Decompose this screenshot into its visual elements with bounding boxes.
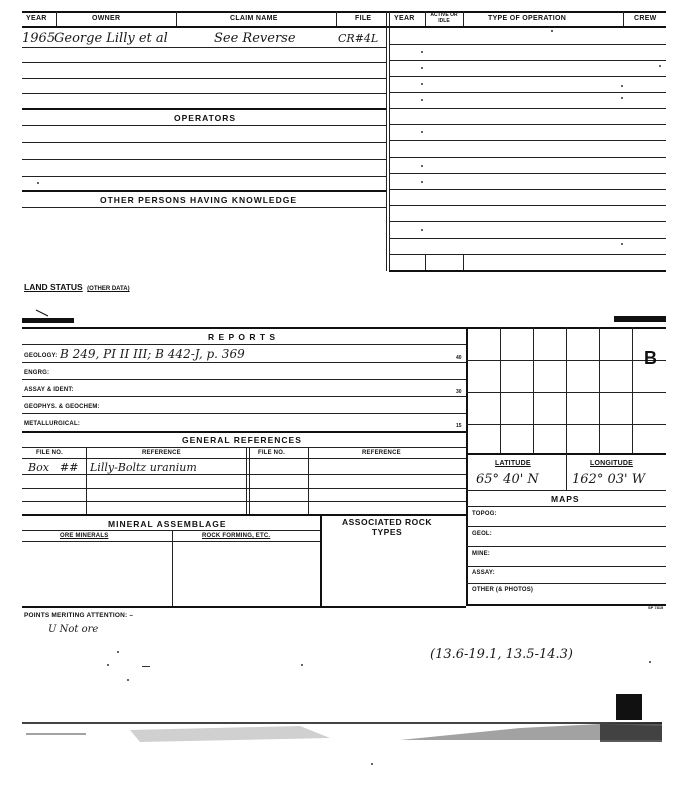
maps-topog: TOPOG: (472, 511, 497, 517)
associated-rock-types-title: ASSOCIATED ROCK TYPES (342, 517, 432, 537)
metallurgical-num: 15 (456, 423, 462, 429)
form-number: SP 7815 (648, 605, 664, 610)
notes-numbers: (13.6-19.1, 13.5-14.3) (430, 647, 573, 662)
notes-line-1: U Not ore (48, 624, 99, 635)
ref-file-no-header: FILE NO. (36, 450, 63, 456)
geology-num: 40 (456, 355, 462, 361)
grid-letter: B (644, 348, 657, 368)
metallurgical-label: METALLURGICAL: (24, 421, 81, 427)
engrg-label: ENGRG: (24, 370, 50, 376)
row1-file: CR#4L (338, 32, 379, 45)
land-status-subtitle: (OTHER DATA) (87, 286, 130, 292)
header-file: FILE (355, 15, 372, 22)
header-type-of-operation: TYPE OF OPERATION (488, 15, 567, 22)
mineral-assemblage-title: MINERAL ASSEMBLAGE (108, 519, 227, 529)
header-year-2: YEAR (394, 15, 415, 22)
ref-row1-file: Box (28, 461, 49, 474)
ref-reference-header-2: REFERENCE (362, 450, 401, 456)
header-claim-name: CLAIM NAME (230, 15, 278, 22)
maps-other: OTHER (& PHOTOS) (472, 587, 534, 593)
assay-label: ASSAY & IDENT: (24, 387, 74, 393)
maps-geol: GEOL: (472, 531, 492, 537)
other-persons-title: OTHER PERSONS HAVING KNOWLEDGE (100, 195, 298, 205)
land-status-title: LAND STATUS (24, 282, 83, 292)
points-meriting-attention-label: POINTS MERITING ATTENTION: – (24, 612, 134, 619)
header-year: YEAR (26, 15, 47, 22)
row1-claim-name: See Reverse (214, 31, 296, 46)
maps-mine: MINE: (472, 551, 490, 557)
reports-title: R E P O R T S (208, 332, 277, 342)
general-references-title: GENERAL REFERENCES (182, 435, 302, 445)
maps-title: MAPS (551, 494, 580, 504)
header-crew: CREW (634, 15, 657, 22)
geology-value: B 249, PI II III; B 442-J, p. 369 (60, 347, 245, 361)
ref-row1-file-2: ## (60, 461, 79, 474)
assay-num: 30 (456, 389, 462, 395)
longitude-label: LONGITUDE (590, 460, 634, 467)
header-active-or-idle: ACTIVE OR IDLE (430, 12, 458, 24)
operators-title: OPERATORS (174, 113, 237, 123)
ref-file-no-header-2: FILE NO. (258, 450, 285, 456)
geophys-label: GEOPHYS. & GEOCHEM: (24, 404, 100, 410)
header-owner: OWNER (92, 15, 121, 22)
ref-reference-header: REFERENCE (142, 450, 181, 456)
rock-forming-header: ROCK FORMING, ETC. (202, 533, 271, 539)
geology-label: GEOLOGY: (24, 353, 58, 359)
latitude-value: 65° 40' N (476, 472, 539, 487)
latitude-label: LATITUDE (495, 460, 531, 467)
row1-owner: George Lilly et al (54, 31, 168, 46)
longitude-value: 162° 03' W (572, 472, 646, 487)
maps-assay: ASSAY: (472, 570, 495, 576)
row1-year: 1965 (22, 31, 56, 46)
ore-minerals-header: ORE MINERALS (60, 533, 109, 539)
ref-row1-reference: Lilly-Boltz uranium (90, 461, 197, 474)
